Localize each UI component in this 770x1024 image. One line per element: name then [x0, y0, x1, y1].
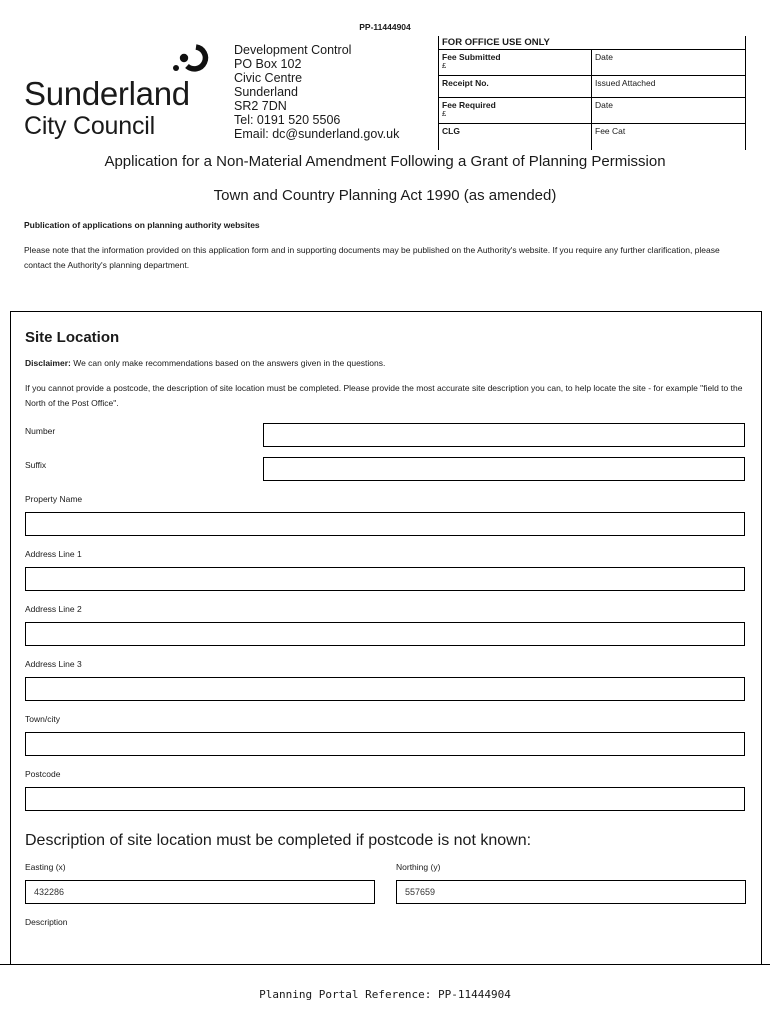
office-row [439, 76, 745, 98]
publication-text: Please note that the information provided on this application form and in supporting documents may be published on the Authority's website. If you require any further clarification, please contact the Authority's planning department. [24, 245, 720, 270]
easting-label: Easting (x) [25, 862, 66, 872]
form-subtitle: Town and Country Planning Act 1990 (as amended) [213, 187, 557, 204]
date-label: Date [595, 52, 613, 62]
address-phone: Tel: 0191 520 5506 [234, 113, 341, 127]
address-line: Civic Centre [234, 71, 303, 85]
logo-text-sunderland: Sunderland [24, 75, 190, 112]
fee-required-label: Fee Required [442, 100, 496, 110]
form-title: Application for a Non-Material Amendment Following a Grant of Planning Permission [104, 153, 666, 170]
address-line: PO Box 102 [234, 57, 302, 71]
logo-text-city-council: City Council [24, 112, 155, 140]
address-line-3-input[interactable] [25, 677, 745, 701]
office-row [439, 124, 745, 150]
address-line-3-label: Address Line 3 [25, 659, 82, 669]
postcode-label: Postcode [25, 769, 61, 779]
address-line-2-input[interactable] [25, 622, 745, 646]
address-line-1-label: Address Line 1 [25, 549, 82, 559]
suffix-label: Suffix [25, 460, 47, 470]
property-name-label: Property Name [25, 494, 83, 504]
disclaimer-text: We can only make recommendations based on the answers given in the questions. [70, 358, 386, 368]
planning-portal-reference: Planning Portal Reference: PP-11444904 [259, 988, 511, 1001]
address-email: Email: dc@sunderland.gov.uk [234, 127, 400, 141]
office-use-table [438, 36, 746, 150]
postcode-input[interactable] [25, 787, 745, 811]
office-row [439, 50, 745, 76]
disclaimer [25, 358, 385, 368]
town-city-input[interactable] [25, 732, 745, 756]
easting-field[interactable]: 432286 [25, 880, 375, 904]
site-location-section [10, 311, 762, 964]
office-cell [439, 98, 592, 123]
site-description-heading: Description of site location must be completed if postcode is not known: [25, 832, 532, 849]
address-line-2-label: Address Line 2 [25, 604, 82, 614]
office-cell [439, 50, 592, 75]
issued-attached-label: Issued Attached [595, 78, 656, 88]
office-use-heading: FOR OFFICE USE ONLY [439, 36, 745, 50]
northing-label: Northing (y) [396, 862, 441, 872]
clg-label: CLG [439, 124, 592, 150]
disclaimer-label: Disclaimer: [25, 358, 71, 368]
section-title: Site Location [25, 329, 120, 346]
number-label: Number [25, 426, 56, 436]
fee-submitted-label: Fee Submitted [442, 52, 501, 62]
page-divider [0, 964, 770, 965]
receipt-no-label: Receipt No. [439, 76, 592, 97]
description-label: Description [25, 917, 68, 927]
office-row [439, 98, 745, 124]
currency-symbol: £ [442, 109, 447, 118]
date-label: Date [595, 100, 613, 110]
number-input[interactable] [263, 423, 745, 447]
reference-number-top: PP-11444904 [359, 22, 411, 32]
town-city-label: Town/city [25, 714, 60, 724]
council-address [234, 43, 399, 141]
property-name-input[interactable] [25, 512, 745, 536]
fee-cat-label: Fee Cat [595, 126, 626, 136]
address-line-1-input[interactable] [25, 567, 745, 591]
address-line: SR2 7DN [234, 99, 287, 113]
address-line: Development Control [234, 43, 352, 57]
site-location-intro: If you cannot provide a postcode, the description of site location must be completed. Please provide the most accurate site description you can, to help locate the site - for example "field to the North of the Post Office". [25, 383, 743, 408]
suffix-input[interactable] [263, 457, 745, 481]
address-line: Sunderland [234, 85, 298, 99]
council-logo [24, 44, 214, 140]
currency-symbol: £ [442, 61, 447, 70]
northing-field[interactable]: 557659 [396, 880, 746, 904]
publication-heading: Publication of applications on planning authority websites [24, 220, 260, 230]
